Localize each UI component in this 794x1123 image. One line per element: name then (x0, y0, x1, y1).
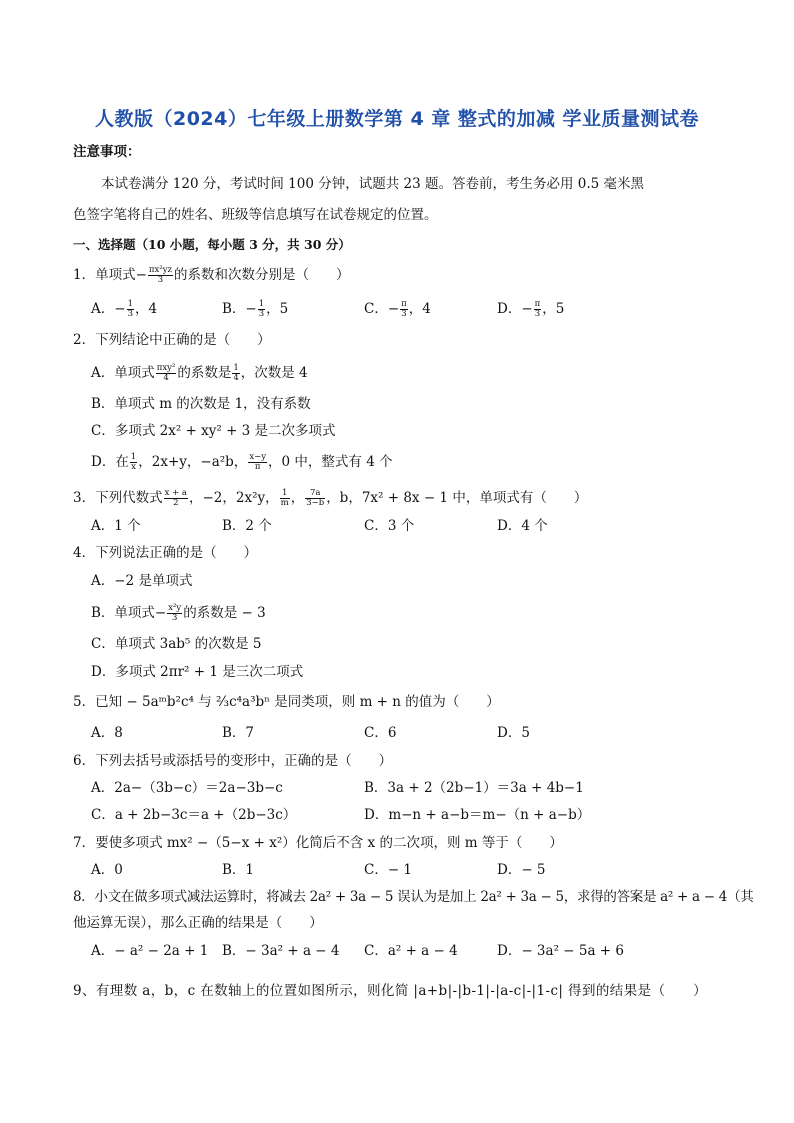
question-8-line-1: 8．小文在做多项式减法运算时，将减去 2a² + 3a − 5 误认为是加上 2a² + 3a − 5，求得的答案是 a² + a − 4（其 (73, 889, 754, 905)
q6-option-c: C．a + 2b−3c＝a +（2b−3c） (91, 807, 297, 823)
question-4: 4．下列说法正确的是（ ） (73, 545, 258, 561)
q2-option-a: A．单项式 $\frac{\text{πxy²}}{4}$ 的系数是 $\frac{1}{4}$ ，次数是 4 (91, 363, 308, 383)
q5-option-c: C．6 (364, 725, 397, 741)
question-5: 5．已知 − 5aᵐb²c⁴ 与 ²⁄₃c⁴a³bⁿ 是同类项，则 m + n 的值为（ ） (73, 694, 500, 710)
q6-option-b: B．3a + 2（2b−1）＝3a + 4b−1 (364, 780, 584, 796)
q3-option-b: B．2 个 (222, 518, 272, 534)
q3-option-d: D．4 个 (497, 518, 548, 534)
notice-body-2: 色签字笔将自己的姓名、班级等信息填写在试卷规定的位置。 (73, 207, 438, 223)
q7-option-d: D．− 5 (497, 862, 546, 878)
q5-option-a: A．8 (91, 725, 123, 741)
notice-heading: 注意事项： (73, 144, 141, 160)
question-8-line-2: 他运算无误），那么正确的结果是（ ） (73, 915, 323, 931)
q5-option-b: B．7 (222, 725, 255, 741)
q1-option-d: D．− $\frac{\pi}{3}$ ，5 (497, 299, 565, 319)
q1-option-a: A．− $\frac{1}{3}$ ，4 (91, 299, 158, 319)
q6-option-a: A．2a−（3b−c）＝2a−3b−c (91, 780, 283, 796)
q2-option-b: B．单项式 m 的次数是 1，没有系数 (91, 396, 311, 412)
q8-option-c: C．a² + a − 4 (364, 943, 458, 959)
q5-option-d: D．5 (497, 725, 530, 741)
q1-post: 的系数和次数分别是（ ） (173, 267, 350, 283)
q1-pre: 1．单项式− (73, 267, 147, 283)
q3-option-a: A．1 个 (91, 518, 141, 534)
q7-option-a: A．0 (91, 862, 123, 878)
q3-option-c: C．3 个 (364, 518, 415, 534)
q1-fraction: $\frac{\text{πx²yz}}{3}$ (148, 265, 172, 285)
question-3: 3．下列代数式 $\frac{x + a}{2}$ ，−2，2x²y， $\frac{1}{m}$ ， $\frac{7a}{3-b}$ ，b，7x² + 8x − 1 中，单项式有（ ） (73, 488, 588, 508)
q2-option-c: C．多项式 2x² + xy² + 3 是二次多项式 (91, 423, 336, 439)
q7-option-c: C．− 1 (364, 862, 413, 878)
q1-option-c: C．− $\frac{\pi}{3}$ ，4 (364, 299, 431, 319)
question-6: 6．下列去括号或添括号的变形中，正确的是（ ） (73, 753, 393, 769)
q1-option-b: B．− $\frac{1}{3}$ ，5 (222, 299, 289, 319)
q6-option-d: D．m−n + a−b＝m−（n + a−b） (364, 807, 591, 823)
q8-option-d: D．− 3a² − 5a + 6 (497, 943, 624, 959)
page-title: 人教版（2024）七年级上册数学第 4 章 整式的加减 学业质量测试卷 (94, 108, 700, 130)
notice-body-1: 本试卷满分 120 分，考试时间 100 分钟，试题共 23 题。答卷前，考生务必用 0.5 毫米黑 (101, 176, 645, 192)
section-heading: 一、选择题（10 小题，每小题 3 分，共 30 分） (73, 237, 351, 252)
question-1 (73, 266, 349, 285)
q7-option-b: B．1 (222, 862, 255, 878)
q4-option-c: C．单项式 3ab⁵ 的次数是 5 (91, 636, 262, 652)
q4-option-a: A．−2 是单项式 (91, 573, 193, 589)
q8-option-b: B．− 3a² + a − 4 (222, 943, 340, 959)
question-2: 2．下列结论中正确的是（ ） (73, 332, 271, 348)
q2-option-d: D．在 $\frac{1}{x}$ ，2x+y，−a²b， $\frac{x-y}{\pi}$ ，0 中，整式有 4 个 (91, 452, 393, 472)
q4-option-b: B．单项式− $\frac{\text{x²y}}{3}$ 的系数是 − 3 (91, 603, 266, 623)
question-9: 9、有理数 a，b，c 在数轴上的位置如图所示，则化简 |a+b|-|b-1|-|a-c|-|1-c| 得到的结果是（ ） (73, 983, 708, 999)
question-7: 7．要使多项式 mx² −（5−x + x²）化简后不含 x 的二次项，则 m 等于（ ） (73, 835, 563, 851)
q4-option-d: D．多项式 2πr² + 1 是三次二项式 (91, 664, 304, 680)
q8-option-a: A．− a² − 2a + 1 (91, 943, 209, 959)
